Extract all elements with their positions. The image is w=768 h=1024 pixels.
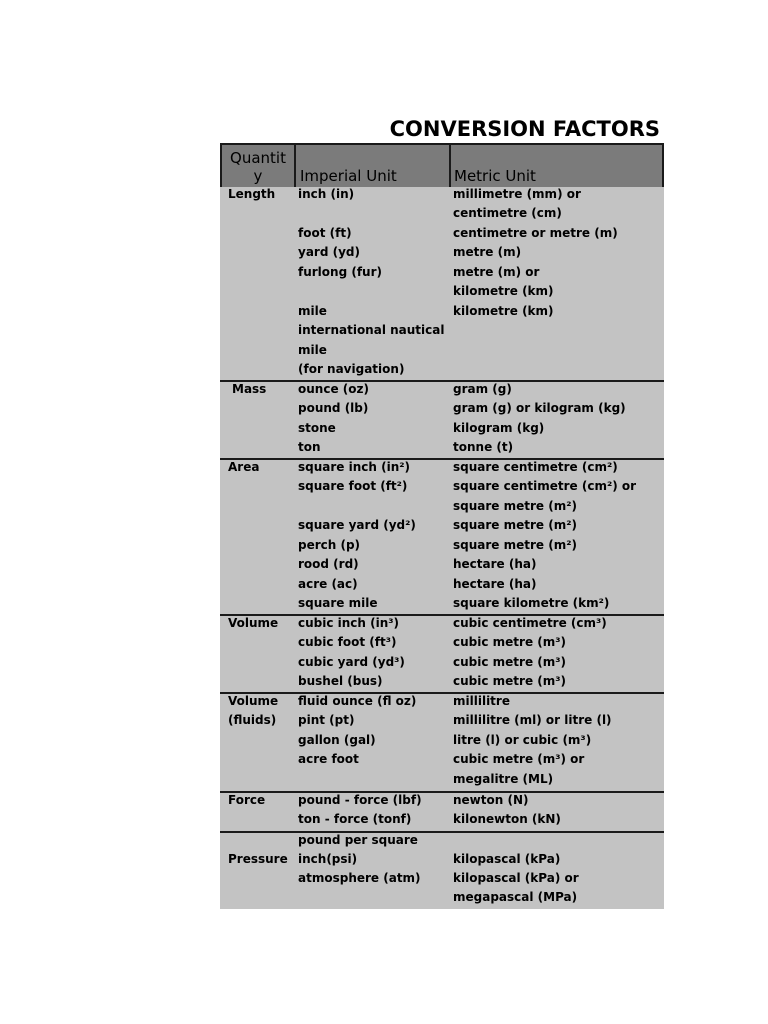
imperial-cell: international nautical xyxy=(298,323,445,337)
imperial-cell: stone xyxy=(298,421,336,435)
conversion-table xyxy=(220,143,664,909)
metric-cell: hectare (ha) xyxy=(453,557,537,571)
imperial-cell: cubic inch (in³) xyxy=(298,616,400,630)
quantity-volume-fluids-line1: Volume xyxy=(228,694,279,708)
metric-cell: metre (m) xyxy=(453,245,522,259)
metric-cell: kilometre (km) xyxy=(453,304,554,318)
imperial-cell: bushel (bus) xyxy=(298,674,383,688)
metric-cell: square metre (m²) xyxy=(453,518,577,532)
metric-cell: millilitre xyxy=(453,694,510,708)
quantity-mass: Mass xyxy=(232,382,267,396)
imperial-cell: foot (ft) xyxy=(298,226,352,240)
header-quantity xyxy=(220,145,296,187)
section-divider xyxy=(220,380,664,382)
imperial-cell: acre foot xyxy=(298,752,359,766)
imperial-cell: yard (yd) xyxy=(298,245,360,259)
metric-cell: cubic metre (m³) xyxy=(453,674,566,688)
imperial-cell: square mile xyxy=(298,596,378,610)
imperial-cell: cubic yard (yd³) xyxy=(298,655,405,669)
quantity-volume-fluids-line2: (fluids) xyxy=(228,713,277,727)
metric-cell: square metre (m²) xyxy=(453,499,577,513)
header-metric: Metric Unit xyxy=(451,145,664,187)
metric-cell: gram (g) or kilogram (kg) xyxy=(453,401,626,415)
imperial-cell: square foot (ft²) xyxy=(298,479,408,493)
imperial-cell: inch(psi) xyxy=(298,852,358,866)
metric-cell: hectare (ha) xyxy=(453,577,537,591)
metric-cell: kilonewton (kN) xyxy=(453,812,561,826)
imperial-cell: (for navigation) xyxy=(298,362,405,376)
metric-cell: square centimetre (cm²) xyxy=(453,460,618,474)
header-imperial: Imperial Unit xyxy=(296,145,451,187)
header-quantity-line2: y xyxy=(253,167,263,185)
section-divider xyxy=(220,831,664,833)
metric-cell: kilopascal (kPa) xyxy=(453,852,561,866)
metric-cell: megalitre (ML) xyxy=(453,772,554,786)
section-divider xyxy=(220,791,664,793)
metric-cell: tonne (t) xyxy=(453,440,514,454)
metric-cell: megapascal (MPa) xyxy=(453,890,578,904)
metric-cell: square metre (m²) xyxy=(453,538,577,552)
quantity-pressure: Pressure xyxy=(228,852,288,866)
imperial-cell: inch (in) xyxy=(298,187,355,201)
imperial-cell: pound - force (lbf) xyxy=(298,793,422,807)
imperial-cell: mile xyxy=(298,343,327,357)
metric-cell: litre (l) or cubic (m³) xyxy=(453,733,592,747)
imperial-cell: rood (rd) xyxy=(298,557,359,571)
metric-cell: square centimetre (cm²) or xyxy=(453,479,637,493)
metric-cell: metre (m) or xyxy=(453,265,540,279)
metric-cell: gram (g) xyxy=(453,382,512,396)
imperial-cell: cubic foot (ft³) xyxy=(298,635,397,649)
metric-cell: kilogram (kg) xyxy=(453,421,545,435)
imperial-cell: pint (pt) xyxy=(298,713,355,727)
metric-cell: cubic metre (m³) xyxy=(453,655,566,669)
imperial-cell: ton xyxy=(298,440,321,454)
metric-cell: millimetre (mm) or xyxy=(453,187,581,201)
metric-cell: cubic centimetre (cm³) xyxy=(453,616,607,630)
quantity-area: Area xyxy=(228,460,260,474)
metric-cell: newton (N) xyxy=(453,793,529,807)
imperial-cell: acre (ac) xyxy=(298,577,358,591)
imperial-cell: furlong (fur) xyxy=(298,265,382,279)
section-divider xyxy=(220,692,664,694)
imperial-cell: perch (p) xyxy=(298,538,361,552)
metric-cell: millilitre (ml) or litre (l) xyxy=(453,713,612,727)
imperial-cell: atmosphere (atm) xyxy=(298,871,421,885)
imperial-cell: ounce (oz) xyxy=(298,382,369,396)
header-quantity-line1: Quantit xyxy=(230,149,286,167)
imperial-cell: square inch (in²) xyxy=(298,460,410,474)
imperial-cell: square yard (yd²) xyxy=(298,518,416,532)
imperial-cell: ton - force (tonf) xyxy=(298,812,412,826)
quantity-length: Length xyxy=(228,187,276,201)
table-header xyxy=(220,143,664,187)
metric-cell: kilopascal (kPa) or xyxy=(453,871,579,885)
quantity-volume: Volume xyxy=(228,616,279,630)
imperial-cell: mile xyxy=(298,304,327,318)
metric-cell: centimetre (cm) xyxy=(453,206,562,220)
imperial-cell: pound per square xyxy=(298,833,418,847)
quantity-force: Force xyxy=(228,793,266,807)
metric-cell: cubic metre (m³) xyxy=(453,635,566,649)
metric-cell: kilometre (km) xyxy=(453,284,554,298)
imperial-cell: gallon (gal) xyxy=(298,733,376,747)
page-title: CONVERSION FACTORS xyxy=(389,117,660,141)
metric-cell: centimetre or metre (m) xyxy=(453,226,618,240)
imperial-cell: pound (lb) xyxy=(298,401,369,415)
metric-cell: cubic metre (m³) or xyxy=(453,752,585,766)
imperial-cell: fluid ounce (fl oz) xyxy=(298,694,417,708)
metric-cell: square kilometre (km²) xyxy=(453,596,610,610)
